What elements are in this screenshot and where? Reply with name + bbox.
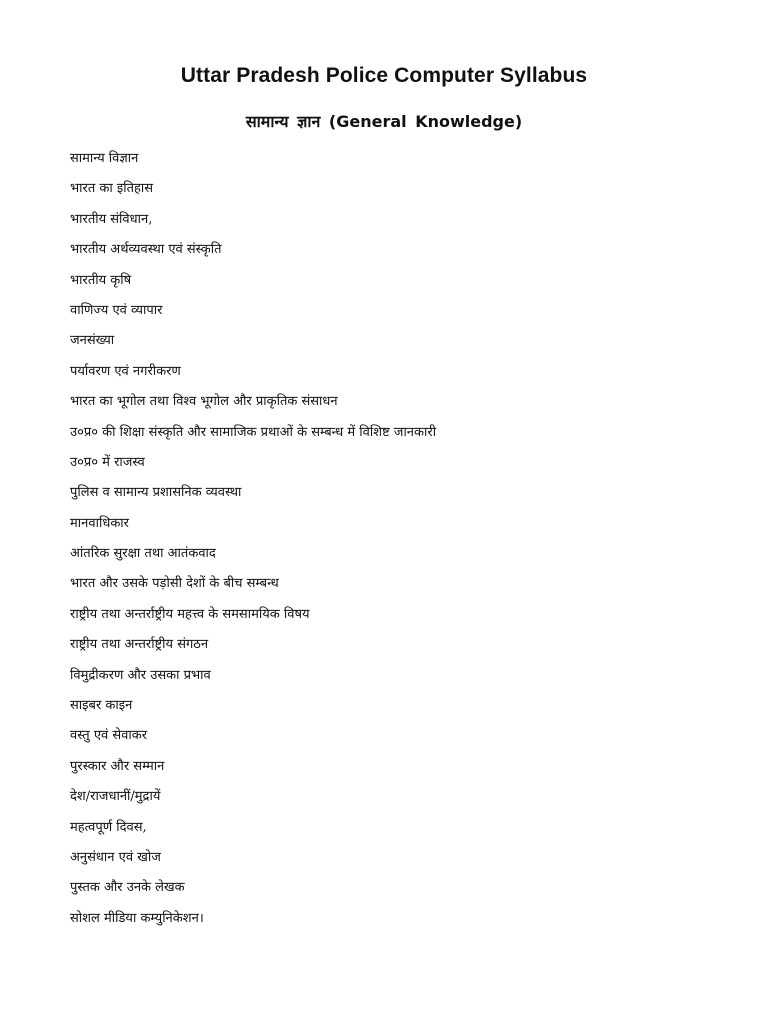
list-item: पर्यावरण एवं नगरीकरण — [70, 363, 181, 379]
list-item: सोशल मीडिया कम्युनिकेशन। — [70, 910, 204, 926]
list-item: पुलिस व सामान्य प्रशासनिक व्यवस्था — [70, 485, 242, 501]
list-item: वाणिज्य एवं व्यापार — [70, 302, 163, 318]
section-subtitle: सामान्य ज्ञान (General Knowledge) — [245, 112, 523, 131]
list-item: राष्ट्रीय तथा अन्तर्राष्ट्रीय महत्त्व के समसामयिक विषय — [70, 606, 310, 622]
list-item: भारतीय अर्थव्यवस्था एवं संस्कृति — [70, 242, 222, 258]
list-item: जनसंख्या — [70, 333, 115, 349]
page-title: Uttar Pradesh Police Computer Syllabus — [180, 64, 588, 87]
list-item: विमुद्रीकरण और उसका प्रभाव — [70, 667, 211, 683]
list-item: महत्वपूर्ण दिवस, — [70, 819, 147, 835]
list-item: भारतीय संविधान, — [70, 211, 153, 227]
list-item: पुस्तक और उनके लेखक — [70, 880, 185, 896]
list-item: अनुसंधान एवं खोज — [70, 849, 161, 865]
list-item: पुरस्कार और सम्मान — [70, 758, 165, 774]
list-item: भारत का भूगोल तथा विश्व भूगोल और प्राकृतिक संसाधन — [70, 394, 338, 410]
list-item: भारत और उसके पड़ोसी देशों के बीच सम्बन्ध — [70, 576, 279, 592]
list-item: उ०प्र० में राजस्व — [70, 454, 145, 470]
topic-list — [70, 150, 436, 940]
list-item: साइबर काइन — [70, 698, 133, 714]
list-item: भारत का इतिहास — [70, 181, 154, 197]
list-item: राष्ट्रीय तथा अन्तर्राष्ट्रीय संगठन — [70, 637, 209, 653]
list-item: उ०प्र० की शिक्षा संस्कृति और सामाजिक प्रथाओं के सम्बन्ध में विशिष्ट जानकारी — [70, 424, 437, 440]
list-item: मानवाधिकार — [70, 515, 129, 531]
list-item: देश/राजधानीं/मुद्रायें — [70, 789, 161, 805]
list-item: आंतरिक सुरक्षा तथा आतंकवाद — [70, 546, 216, 562]
list-item: सामान्य विज्ञान — [70, 151, 139, 166]
list-item: वस्तु एवं सेवाकर — [70, 728, 148, 744]
list-item: भारतीय कृषि — [70, 272, 132, 288]
